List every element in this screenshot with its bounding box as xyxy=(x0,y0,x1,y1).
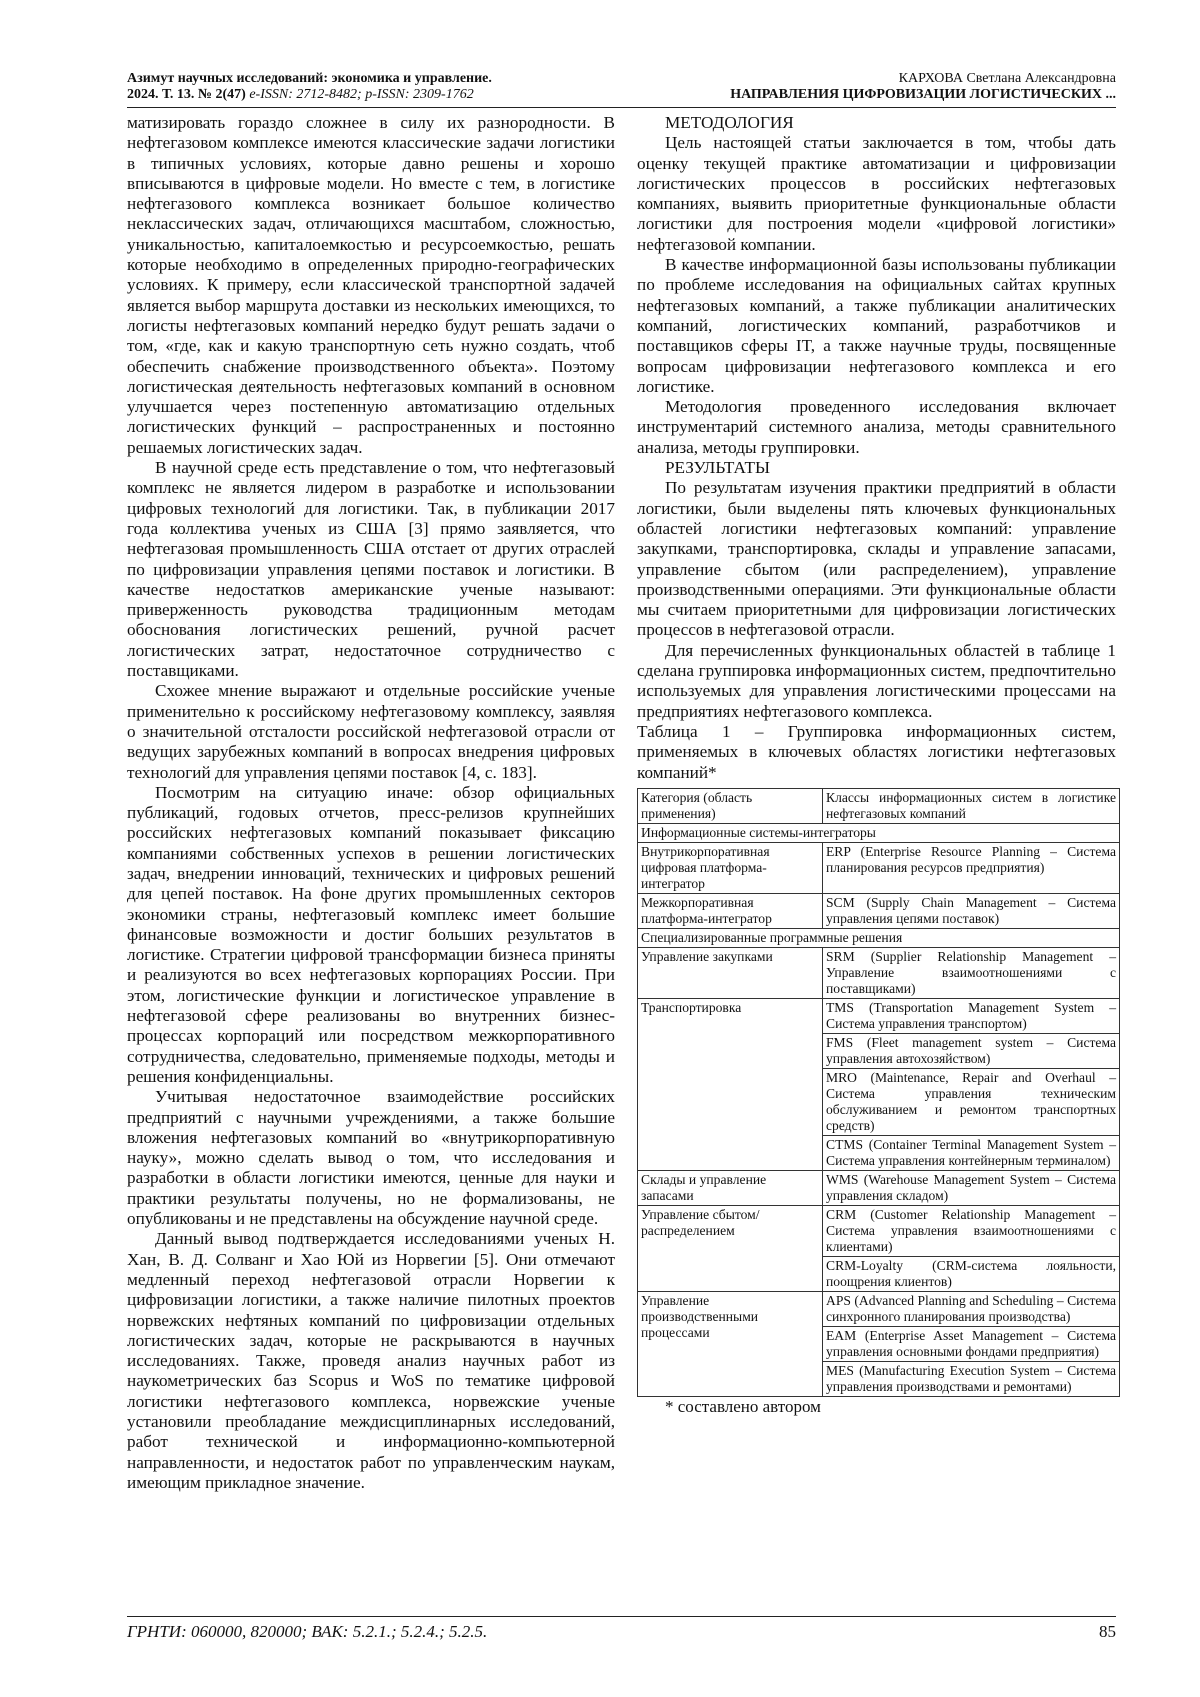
table-group-row xyxy=(638,928,1120,947)
journal-info xyxy=(127,71,492,103)
table-row xyxy=(638,1205,1120,1256)
table-cell-system: MRO (Maintenance, Repair and Overhaul – Система управления техническим обслуживанием и ремонтом транспортных средств) xyxy=(823,1068,1120,1135)
table-header-row xyxy=(638,788,1120,823)
table-cell-system: SCM (Supply Chain Management – Система управления цепями поставок) xyxy=(823,893,1120,928)
table-cell-category: Управление сбытом/ распределением xyxy=(638,1205,823,1291)
table-cell-system: EAM (Enterprise Asset Management – Система управления основными фондами предприятия) xyxy=(823,1326,1120,1361)
issn: e-ISSN: 2712-8482; p-ISSN: 2309-1762 xyxy=(249,87,474,102)
group-integrators: Информационные системы-интеграторы xyxy=(638,823,1120,842)
author-name: КАРХОВА Светлана Александровна xyxy=(898,71,1116,86)
page-number: 85 xyxy=(1099,1622,1116,1641)
table-cell-system: ERP (Enterprise Resource Planning – Система планирования ресурсов предприятия) xyxy=(823,842,1120,893)
table-cell-system: CRM (Customer Relationship Management – Система управления взаимоотношениями с клиентами) xyxy=(823,1205,1120,1256)
results-paragraph-1: По результатам изучения практики предприятий в области логистики, были выделены пять ключевых функциональных областей логистики нефтегазовых компаний: управление закупками, транспортировка, склады и управление запасами, управление сбытом (или распределением), управление производственными операциями. Эти функциональные области мы считаем приоритетными для цифровизации логистических процессов в нефтегазовой отрасли. xyxy=(637,478,1116,640)
table-cell-system: TMS (Transportation Management System – Система управления транспортом) xyxy=(823,998,1120,1033)
table-row xyxy=(638,842,1120,893)
table-header-category: Категория (область применения) xyxy=(638,788,823,823)
table-header-systems: Классы информационных систем в логистике нефтегазовых компаний xyxy=(823,788,1120,823)
table-row xyxy=(638,998,1120,1033)
header-rule xyxy=(127,107,1116,108)
article-info xyxy=(730,71,1116,103)
table-cell-system: SRM (Supplier Relationship Management – Управление взаимоотношениями с поставщиками) xyxy=(823,947,1120,998)
table-cell-system: MES (Manufacturing Execution System – Система управления производствами и ремонтами) xyxy=(823,1361,1120,1396)
right-column xyxy=(637,113,1116,1417)
table-cell-category: Транспортировка xyxy=(638,998,823,1170)
methodology-paragraph-1: Цель настоящей статьи заключается в том, чтобы дать оценку текущей практике автоматизации и цифровизации логистических процессов в российских нефтегазовых компаниях, выявить приоритетные функциональные области логистики для построения модели «цифровой логистики» нефтегазовой компании. xyxy=(637,133,1116,254)
methodology-paragraph-3: Методология проведенного исследования включает инструментарий системного анализа, методы сравнительного анализа, методы группировки. xyxy=(637,397,1116,457)
left-paragraph-1: матизировать гораздо сложнее в силу их разнородности. В нефтегазовом комплексе имеются классические задачи логистики в типичных условиях, которые давно решены и хорошо вписываются в цифровые модели. Но вместе с тем, в логистике нефтегазового комплекса возникает большое количество неклассических задач, отличающихся масштабом, сложностью, уникальностью, капиталоемкостью и ресурсоемкостью, решать которые необходимо в определенных природно-географических условиях. К примеру, если классической транспортной задачей является выбор маршрута доставки из нескольких имеющихся, то логисты нефтегазовых компаний нередко будут решать задачи о том, «где, как и какую транспортную сеть нужно создать, чтоб обеспечить снабжение производственного объекта». Поэтому логистическая деятельность нефтегазовых компаний в основном улучшается через постепенную автоматизацию отдельных логистических функций – распространенных и постоянно решаемых логистических задач. xyxy=(127,113,615,457)
table-row xyxy=(638,1291,1120,1326)
table-row xyxy=(638,893,1120,928)
methodology-paragraph-2: В качестве информационной базы использованы публикации по проблеме исследования на официальных сайтах крупных нефтегазовых компаний, а также публикации аналитических компаний, логистических компаний, разработчиков и поставщиков сферы IT, а также научные труды, посвященные вопросам цифровизации нефтегазового комплекса и его логистике. xyxy=(637,255,1116,396)
table-cell-system: FMS (Fleet management system – Система управления автохозяйством) xyxy=(823,1033,1120,1068)
table-row xyxy=(638,1170,1120,1205)
footer-rule xyxy=(127,1616,1116,1617)
page-header xyxy=(127,71,1116,105)
left-paragraph-2: В научной среде есть представление о том, что нефтегазовый комплекс не является лидером в разработке и использовании цифровых технологий для логистики. Так, в публикации 2017 года коллектива ученых из США [3] прямо заявляется, что нефтегазовая промышленность США отстает от других отраслей по цифровизации управления цепями поставок и логистики. В качестве недостатков американские ученые называют: приверженность руководства традиционным методам обоснования логистических решений, ручной расчет логистических затрат, недостаточное сотрудничество с поставщиками. xyxy=(127,458,615,681)
left-paragraph-6: Данный вывод подтверждается исследованиями ученых Н. Хан, В. Д. Солванг и Хао Юй из Норвегии [5]. Они отмечают медленный переход нефтегазовой отрасли Норвегии к цифровизации логистики, а также наличие пилотных проектов норвежских нефтяных компаний по цифровизации отдельных логистических задач, которые не раскрываются в научных исследованиях. Также, проведя анализ научных работ из наукометрических баз Scopus и WoS по тематике цифровой логистики нефтегазового комплекса, норвежские ученые установили преобладание междисциплинарных исследований, работ технической и информационно-компьютерной направленности, и недостаток работ по управленческим наукам, имеющим прикладное значение. xyxy=(127,1229,615,1492)
table-cell-system: CTMS (Container Terminal Management System – Система управления контейнерным терминалом) xyxy=(823,1135,1120,1170)
table-cell-category: Склады и управление запасами xyxy=(638,1170,823,1205)
left-column xyxy=(127,113,615,1493)
group-specialized: Специализированные программные решения xyxy=(638,928,1120,947)
table-cell-system: APS (Advanced Planning and Scheduling – Система синхронного планирования производства) xyxy=(823,1291,1120,1326)
left-paragraph-3: Схожее мнение выражают и отдельные российские ученые применительно к российскому нефтегазовому комплексу, заявляя о значительной отсталости российской нефтегазовой отрасли от ведущих зарубежных компаний в вопросах внедрения цифровых технологий для управления цепями поставок [4, с. 183]. xyxy=(127,681,615,782)
table-group-row xyxy=(638,823,1120,842)
table-cell-category: Управление производственными процессами xyxy=(638,1291,823,1396)
classification-codes: ГРНТИ: 060000, 820000; ВАК: 5.2.1.; 5.2.4.; 5.2.5. xyxy=(127,1622,488,1641)
table-cell-system: WMS (Warehouse Management System – Система управления складом) xyxy=(823,1170,1120,1205)
running-title: НАПРАВЛЕНИЯ ЦИФРОВИЗАЦИИ ЛОГИСТИЧЕСКИХ ... xyxy=(730,87,1116,102)
table-caption: Таблица 1 – Группировка информационных систем, применяемых в ключевых областях логистики нефтегазовых компаний* xyxy=(637,721,1116,782)
results-paragraph-2: Для перечисленных функциональных областей в таблице 1 сделана группировка информационных систем, предпочтительно используемых для управления логистическими процессами на предприятиях нефтегазового комплекса. xyxy=(637,640,1116,721)
left-paragraph-5: Учитывая недостаточное взаимодействие российских предприятий с научными учреждениями, а также большие вложения нефтегазовых компаний во «внутрикорпоративную науку», можно сделать вывод о том, что исследования и разработки в области логистики имеются, ценные для науки и практики результаты получены, но не формализованы, не опубликованы и не представлены на обсуждение научной среде. xyxy=(127,1087,615,1229)
systems-table xyxy=(637,788,1120,1397)
table-cell-system: CRM-Loyalty (CRM-система лояльности, поощрения клиентов) xyxy=(823,1256,1120,1291)
table-cell-category: Внутрикорпоративная цифровая платформа-интегратор xyxy=(638,842,823,893)
methodology-heading: МЕТОДОЛОГИЯ xyxy=(665,113,794,132)
table-cell-category: Управление закупками xyxy=(638,947,823,998)
left-paragraph-4: Посмотрим на ситуацию иначе: обзор официальных публикаций, годовых отчетов, пресс-релизов крупнейших российских нефтегазовых компаний показывает фиксацию компаниями собственных успехов в решении логистических задач, внедрении инноваций, технических и цифровых решений для цепей поставок. На фоне других промышленных секторов экономики страны, нефтегазовый комплекс имеет большие финансовые возможности и достиг больших результатов в логистике. Стратегии цифровой трансформации бизнеса приняты и реализуются во всех нефтегазовых корпорациях России. При этом, логистические функции и логистическое управление в нефтегазовой сфере реализованы во внутренних бизнес-процессах корпораций или посредством межкорпоративного сотрудничества, следовательно, применяемые подходы, методы и решения конфиденциальны. xyxy=(127,782,615,1086)
issue-info: 2024. Т. 13. № 2(47) xyxy=(127,87,246,102)
results-heading: РЕЗУЛЬТАТЫ xyxy=(665,458,770,478)
table-note: * составлено автором xyxy=(665,1396,821,1416)
table-row xyxy=(638,947,1120,998)
journal-title: Азимут научных исследований: экономика и управление. xyxy=(127,71,492,86)
table-cell-category: Межкорпоративная платформа-интегратор xyxy=(638,893,823,928)
